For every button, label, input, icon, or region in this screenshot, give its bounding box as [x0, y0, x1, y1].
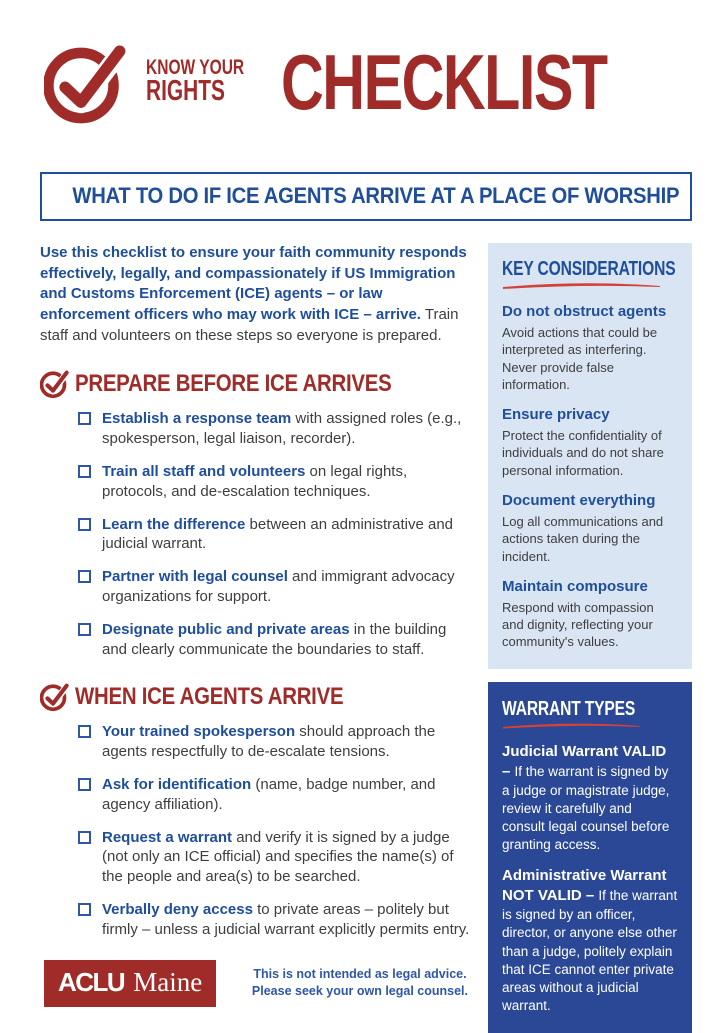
aclu-logo-region: Maine: [133, 966, 203, 997]
disclaimer-line1: This is not intended as legal advice.: [253, 967, 467, 982]
item-lead: Your trained spokesperson: [102, 723, 296, 741]
checklist-item-text: [102, 828, 470, 887]
checkbox[interactable]: [78, 623, 91, 636]
checkbox[interactable]: [78, 570, 91, 583]
key-item-body: Log all communications and actions taken during the incident.: [502, 513, 664, 564]
rights-text: RIGHTS: [146, 75, 225, 108]
key-item: [502, 578, 678, 651]
checkbox[interactable]: [78, 903, 91, 916]
sidebar: [488, 243, 692, 1033]
checklist-item-text: [102, 722, 470, 762]
checklist-item: [78, 828, 470, 887]
know-your-rights-wordmark: [146, 56, 279, 108]
key-item-body: Respond with compassion and dignity, reflecting your community's values.: [502, 599, 654, 650]
checklist-item: [78, 515, 470, 555]
item-lead: Learn the difference: [102, 515, 246, 533]
item-lead: Designate public and private areas: [102, 620, 350, 638]
warrant-types-title: WARRANT TYPES: [502, 697, 636, 720]
key-item-title: Do not obstruct agents: [502, 303, 667, 320]
warrant-item-lead: Administrative Warrant NOT VALID –: [502, 867, 667, 905]
banner-heading: [40, 172, 692, 221]
page-title: CHECKLIST: [280, 38, 607, 126]
check-circle-icon: [40, 368, 71, 399]
key-item-body: Protect the confidentiality of individuals and do not share personal information.: [502, 428, 664, 478]
key-item: [502, 492, 678, 565]
warrant-types-box: [488, 682, 692, 1033]
checklist-item: [78, 722, 470, 762]
key-item: [502, 303, 678, 393]
warrant-item: [502, 866, 678, 1015]
aclu-maine-logo: [44, 960, 216, 1007]
checklist-item: [78, 620, 470, 660]
red-underline-swoosh-icon: [502, 282, 662, 290]
section-arrive-title: WHEN ICE AGENTS ARRIVE: [75, 682, 344, 710]
warrant-item-body: If the warrant is signed by a judge or magistrate judge, review it carefully and consult legal counsel before granting access.: [502, 763, 670, 853]
warrant-item: [502, 742, 678, 855]
check-circle-logo-icon: [44, 38, 132, 126]
checklist-item: [78, 775, 470, 815]
item-rest: in the building and clearly communicate the boundaries to staff.: [102, 620, 447, 658]
know-your-text: KNOW YOUR: [146, 56, 245, 80]
section-prepare-heading: [40, 368, 470, 399]
item-lead: Verbally deny access: [102, 900, 253, 918]
key-considerations-box: [488, 243, 692, 669]
checklist-item-text: [102, 515, 470, 555]
key-item-body: Avoid actions that could be interpreted as interfering. Never provide false information.: [502, 325, 658, 392]
content: [40, 243, 692, 1033]
checklist-item-text: [102, 409, 470, 449]
aclu-logo-acronym: ACLU: [58, 966, 125, 997]
item-rest: to private areas – politely but firmly – unless a judicial warrant explicitly permits entry.: [102, 900, 470, 938]
warrant-item-body: If the warrant is signed by an officer, director, or anyone else other than a judge, politely explain that ICE cannot enter private areas without a judicial warrant.: [502, 888, 678, 1013]
checklist-item-text: [102, 620, 470, 660]
key-item: [502, 406, 678, 479]
disclaimer-line2: Please seek your own legal counsel.: [251, 984, 468, 999]
check-circle-icon: [40, 681, 71, 712]
checklist-item: [78, 567, 470, 607]
key-item-title: Document everything: [502, 491, 656, 509]
item-rest: (name, badge number, and agency affiliation).: [102, 776, 436, 813]
masthead: [44, 36, 692, 128]
intro-bold-text: Use this checklist to ensure your faith community responds effectively, legally, and compassionately if US Immigration and Customs Enforcement (ICE) agents – or law enforcement officers who may work with ICE – arrive.: [40, 244, 467, 324]
item-rest: between an administrative and judicial warrant.: [102, 515, 454, 553]
item-lead: Partner with legal counsel: [102, 568, 288, 586]
checklist-item-text: [102, 567, 470, 607]
checklist-item-text: [102, 900, 470, 940]
red-underline-swoosh-icon: [502, 722, 642, 730]
banner-heading-text: WHAT TO DO IF ICE AGENTS ARRIVE AT A PLACE OF WORSHIP: [72, 183, 680, 208]
checkbox[interactable]: [78, 778, 91, 791]
checklist-item-text: [102, 775, 470, 815]
item-lead: Request a warrant: [102, 828, 233, 846]
checklist-item: [78, 462, 470, 502]
prepare-checklist: [40, 409, 470, 659]
arrive-checklist: [40, 722, 470, 939]
item-rest: with assigned roles (e.g., spokesperson, legal liaison, recorder).: [102, 410, 462, 448]
checklist-item: [78, 900, 470, 940]
intro-regular-text: Train staff and volunteers on these steps so everyone is prepared.: [40, 306, 459, 344]
key-considerations-title: KEY CONSIDERATIONS: [502, 258, 676, 280]
legal-disclaimer: [252, 966, 470, 1000]
checkbox[interactable]: [78, 725, 91, 738]
key-item-title: Maintain composure: [502, 577, 648, 595]
item-lead: Ask for identification: [102, 776, 252, 793]
checkbox[interactable]: [78, 412, 91, 425]
section-prepare-title: PREPARE BEFORE ICE ARRIVES: [75, 369, 392, 397]
section-arrive-heading: [40, 681, 470, 712]
item-rest: and immigrant advocacy organizations for support.: [102, 568, 455, 606]
item-rest: on legal rights, protocols, and de-escalation techniques.: [102, 463, 408, 500]
item-lead: Train all staff and volunteers: [102, 463, 306, 481]
item-rest: and verify it is signed by a judge (not only an ICE official) and specifies the name(s) of the people and area(s) to be searched.: [102, 828, 454, 886]
key-item-title: Ensure privacy: [502, 406, 610, 424]
item-rest: should approach the agents respectfully to de-escalate tensions.: [102, 723, 436, 761]
checkbox[interactable]: [78, 518, 91, 531]
checklist-item-text: [102, 462, 470, 502]
checkbox[interactable]: [78, 465, 91, 478]
item-lead: Establish a response team: [102, 410, 292, 428]
checklist-item: [78, 409, 470, 449]
intro-paragraph: [40, 243, 470, 346]
checkbox[interactable]: [78, 831, 91, 844]
warrant-item-lead: Judicial Warrant VALID –: [502, 742, 667, 780]
footer: [40, 960, 470, 1007]
main-column: [40, 243, 470, 1033]
